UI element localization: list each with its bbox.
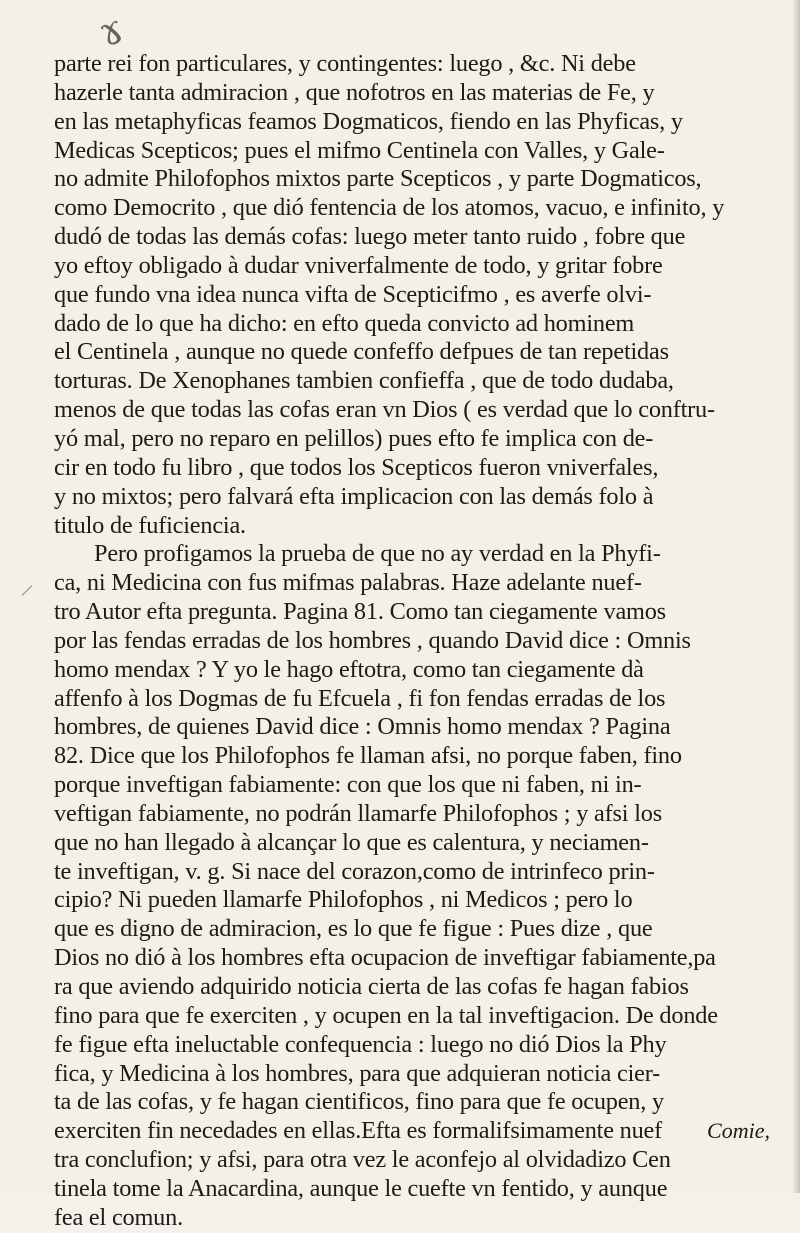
text-line-26: porque inveftigan fabiamente: con que los que ni faben, ni in- [54, 771, 642, 799]
text-line-41: fea el comun. [54, 1203, 183, 1231]
text-line-4: Medicas Scepticos; pues el mifmo Centinela con Valles, y Gale- [54, 136, 665, 164]
text-line-17: titulo de fuficiencia. [54, 511, 246, 539]
text-line-9: que fundo vna idea nunca vifta de Scepticifmo , es averfe olvi- [54, 280, 652, 308]
catchword: Comie, [707, 1118, 770, 1143]
text-line-22: homo mendax ? Y yo le hago eftotra, como tan ciegamente dà [54, 655, 644, 683]
text-line-15: cir en todo fu libro , que todos los Scepticos fueron vniverfales, [54, 453, 659, 481]
text-line-39: tra conclufion; y afsi, para otra vez le aconfejo al olvidadizo Cen [54, 1146, 671, 1174]
text-line-13: menos de que todas las cofas eran vn Dios ( es verdad que lo conftru- [54, 396, 715, 424]
text-line-32: Dios no dió à los hombres efta ocupacion de inveftigar fabiamente,pa [54, 944, 716, 972]
text-line-11: el Centinela , aunque no quede confeffo defpues de tan repetidas [54, 338, 669, 366]
margin-mark [22, 585, 33, 596]
ornament-flourish: ɤ [92, 5, 130, 57]
text-line-3: en las metaphyficas feamos Dogmaticos, fiendo en las Phyficas, y [54, 107, 683, 135]
text-line-35: fe figue efta ineluctable confequencia : luego no dió Dios la Phy [54, 1030, 667, 1058]
text-line-36: fica, y Medicina à los hombres, para que adquieran noticia cier- [54, 1059, 661, 1087]
text-line-7: dudó de todas las demás cofas: luego meter tanto ruido , fobre que [54, 223, 686, 251]
text-line-20: tro Autor efta pregunta. Pagina 81. Como tan ciegamente vamos [54, 598, 666, 626]
text-line-23: affenfo à los Dogmas de fu Efcuela , fi fon fendas erradas de los [54, 684, 666, 712]
text-line-10: dado de lo que ha dicho: en efto queda convicto ad hominem [54, 309, 635, 337]
text-line-18: Pero profigamos la prueba de que no ay verdad en la Phyfi- [94, 540, 661, 568]
text-line-8: yo eftoy obligado à dudar vniverfalmente de todo, y gritar fobre [54, 251, 663, 279]
text-line-21: por las fendas erradas de los hombres , quando David dice : Omnis [54, 626, 691, 654]
text-line-24: hombres, de quienes David dice : Omnis homo mendax ? Pagina [54, 713, 671, 741]
text-line-30: cipio? Ni pueden llamarfe Philofophos , ni Medicos ; pero lo [54, 886, 633, 914]
text-line-27: veftigan fabiamente, no podrán llamarfe Philofophos ; y afsi los [54, 799, 662, 827]
text-line-14: yó mal, pero no reparo en pelillos) pues efto fe implica con de- [54, 424, 654, 452]
text-line-31: que es digno de admiracion, es lo que fe figue : Pues dize , que [54, 915, 653, 943]
text-line-5: no admite Philofophos mixtos parte Scepticos , y parte Dogmaticos, [54, 165, 702, 193]
text-line-2: hazerle tanta admiracion , que nofotros en las materias de Fe, y [54, 78, 655, 106]
text-line-34: fino para que fe exerciten , y ocupen en la tal inveftigacion. De donde [54, 1001, 718, 1029]
text-line-28: que no han llegado à alcançar lo que es calentura, y neciamen- [54, 828, 649, 856]
text-line-16: y no mixtos; pero falvará efta implicacion con las demás folo à [54, 482, 654, 510]
text-line-25: 82. Dice que los Philofophos fe llaman afsi, no porque faben, fino [54, 742, 682, 770]
body-text [54, 50, 790, 1233]
text-line-6: como Democrito , que dió fentencia de los atomos, vacuo, e infinito, y [54, 194, 725, 222]
page-edge-shadow [792, 0, 800, 1193]
text-line-12: torturas. De Xenophanes tambien confieffa , que de todo dudaba, [54, 367, 674, 395]
text-line-19: ca, ni Medicina con fus mifmas palabras. Haze adelante nuef- [54, 569, 642, 597]
text-line-40: tinela tome la Anacardina, aunque le cuefte vn fentido, y aunque [54, 1174, 668, 1202]
text-line-29: te inveftigan, v. g. Si nace del corazon,como de intrinfeco prin- [54, 857, 655, 885]
text-line-38: exerciten fin necedades en ellas.Efta es formalifsimamente nuef [54, 1117, 663, 1145]
text-line-37: ta de las cofas, y fe hagan cientificos, fino para que fe ocupen, y [54, 1088, 664, 1116]
text-line-1: parte rei fon particulares, y contingentes: luego , &c. Ni debe [54, 50, 636, 77]
text-line-33: ra que aviendo adquirido noticia cierta de las cofas fe hagan fabios [54, 973, 689, 1000]
